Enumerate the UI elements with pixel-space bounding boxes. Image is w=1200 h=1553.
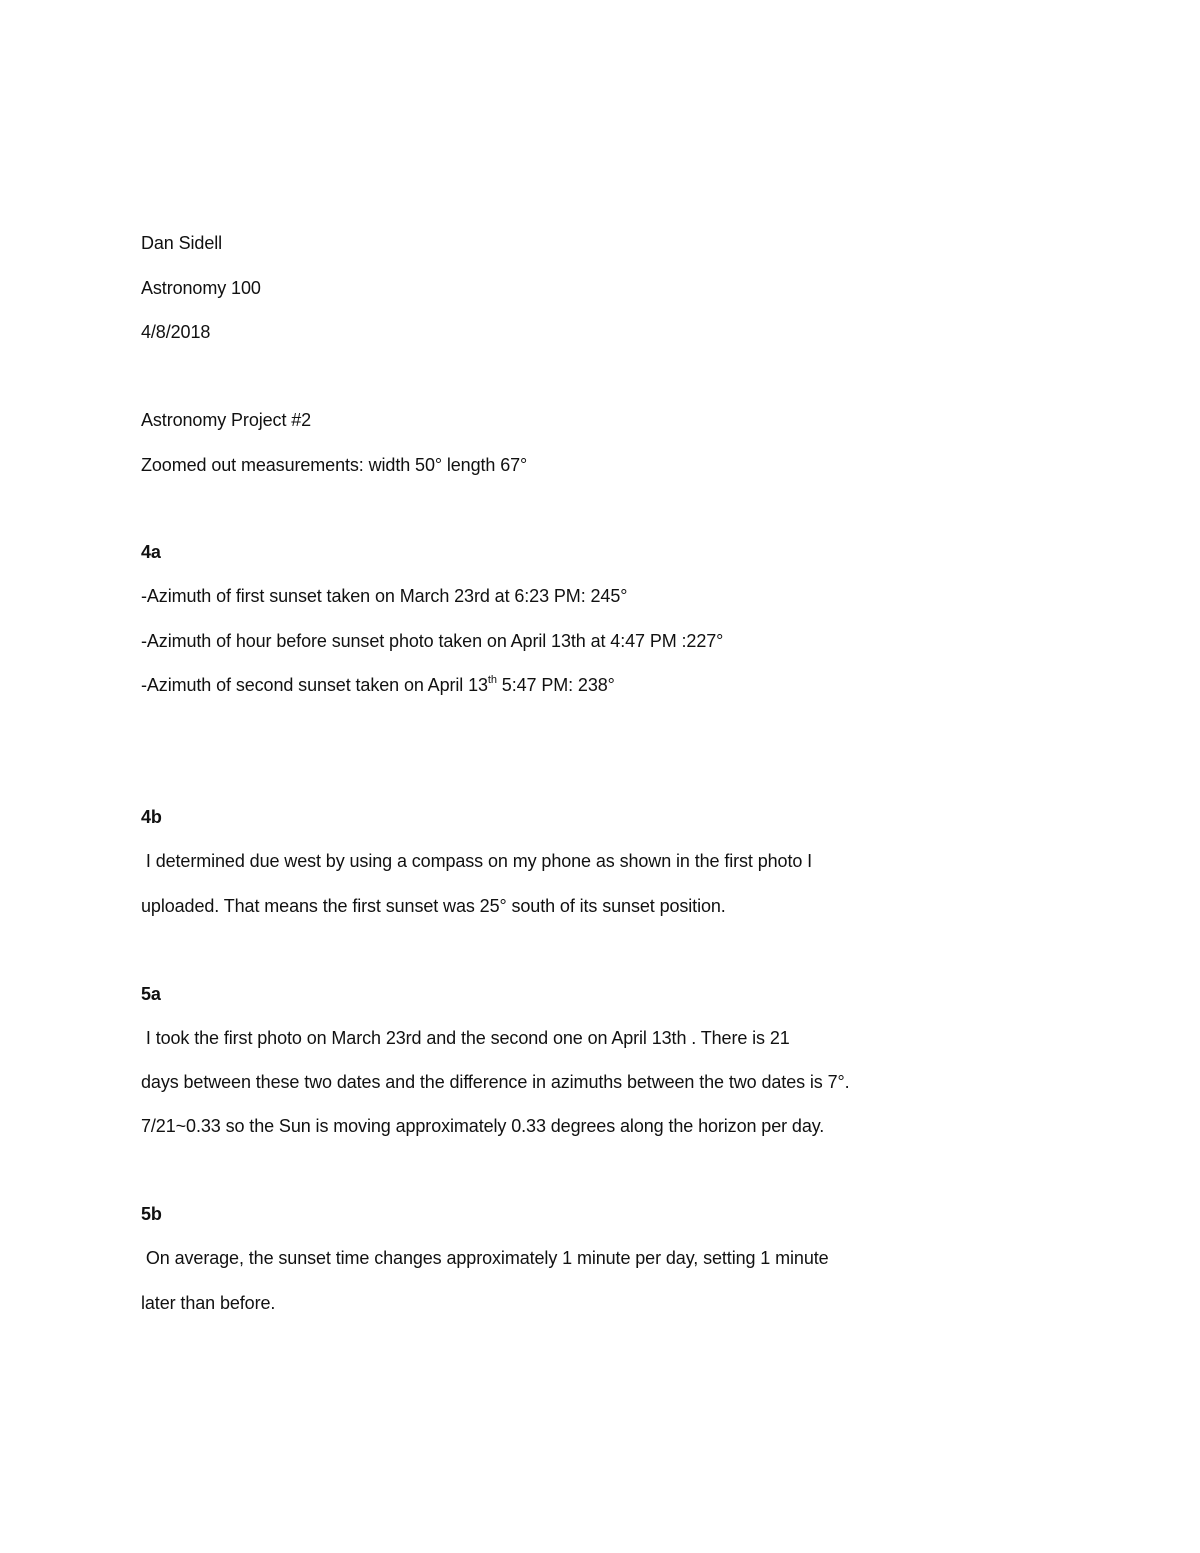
course-name: Astronomy 100 — [141, 278, 261, 298]
ordinal-suffix: th — [487, 674, 497, 686]
azimuth-second-sunset — [141, 674, 615, 696]
heading-4a: 4a — [141, 542, 161, 562]
paragraph-5a-line-3: 7/21~0.33 so the Sun is moving approximately 0.33 degrees along the horizon per day. — [141, 1116, 825, 1136]
paragraph-5b-line-1: On average, the sunset time changes approximately 1 minute per day, setting 1 minute — [141, 1248, 829, 1268]
heading-5b: 5b — [141, 1204, 162, 1224]
azimuth-second-sunset-text-b: 5:47 PM: 238° — [496, 675, 615, 695]
document-date: 4/8/2018 — [141, 322, 211, 342]
measurements-line: Zoomed out measurements: width 50° length 67° — [141, 455, 528, 475]
paragraph-5b-line-2: later than before. — [141, 1293, 276, 1313]
azimuth-first-sunset: -Azimuth of first sunset taken on March 23rd at 6:23 PM: 245° — [141, 586, 628, 606]
paragraph-4b-line-1: I determined due west by using a compass on my phone as shown in the first photo I — [141, 851, 813, 871]
heading-4b: 4b — [141, 807, 162, 827]
azimuth-second-sunset-text-a: -Azimuth of second sunset taken on April 13 — [141, 675, 488, 695]
paragraph-5a-line-2: days between these two dates and the difference in azimuths between the two dates is 7°. — [141, 1072, 850, 1092]
author-name: Dan Sidell — [141, 233, 223, 253]
project-title: Astronomy Project #2 — [141, 410, 312, 430]
azimuth-hour-before-sunset: -Azimuth of hour before sunset photo taken on April 13th at 4:47 PM :227° — [141, 631, 724, 651]
paragraph-4b-line-2: uploaded. That means the first sunset was 25° south of its sunset position. — [141, 896, 726, 916]
paragraph-5a-line-1: I took the first photo on March 23rd and the second one on April 13th . There is 21 — [141, 1028, 790, 1048]
heading-5a: 5a — [141, 984, 161, 1004]
